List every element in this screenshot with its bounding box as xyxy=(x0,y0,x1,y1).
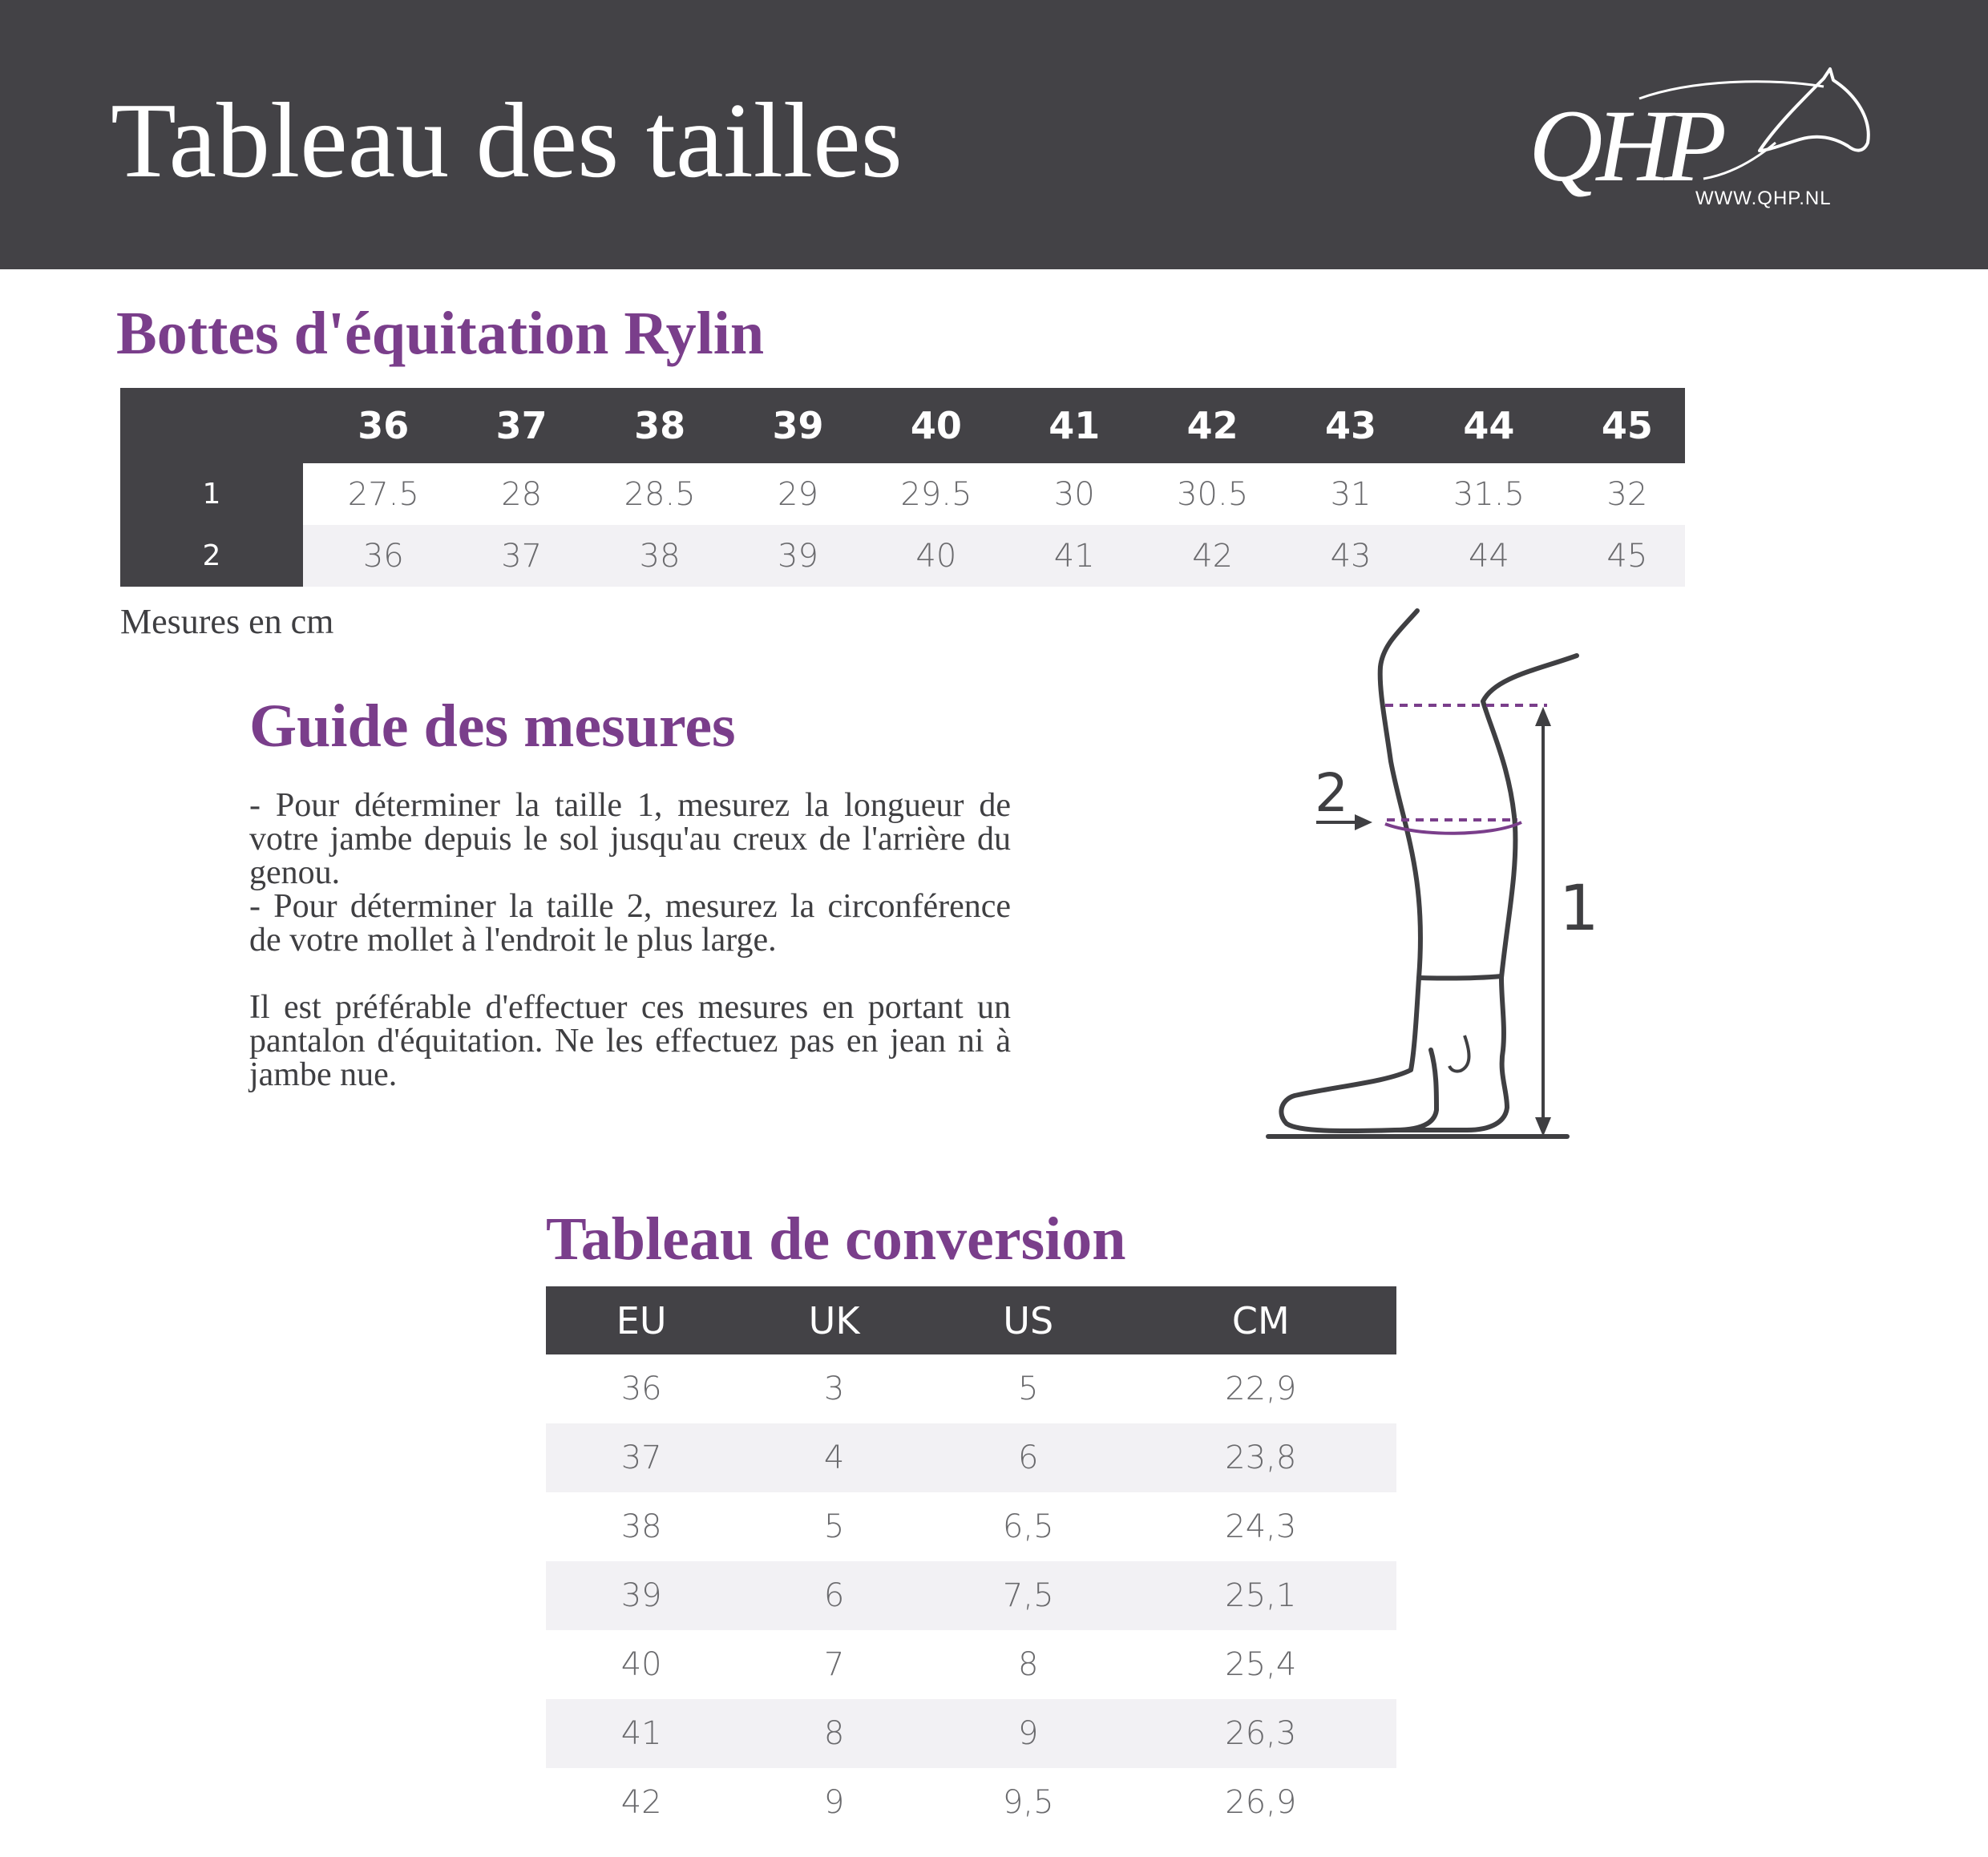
table-row xyxy=(546,1768,1396,1837)
size-col-header: 38 xyxy=(580,388,741,463)
table-cell: 38 xyxy=(620,1508,662,1545)
sock-line xyxy=(1419,976,1501,979)
table-cell: 44 xyxy=(1408,525,1570,587)
conversion-table xyxy=(546,1286,1396,1837)
table-cell: 37 xyxy=(464,525,580,587)
table-cell: 30.5 xyxy=(1177,475,1249,513)
size-col-header: 44 xyxy=(1408,388,1570,463)
calf-arrow-icon xyxy=(1355,814,1372,830)
size-table xyxy=(120,388,1685,587)
table-cell: 5 xyxy=(1018,1371,1039,1407)
table-cell: 29.5 xyxy=(900,475,972,513)
measure-label-1: 1 xyxy=(1559,873,1599,945)
qhp-logo xyxy=(1519,63,1880,223)
table-row xyxy=(546,1354,1396,1423)
table-row xyxy=(120,525,1685,587)
size-col-header: 43 xyxy=(1293,388,1408,463)
table-cell: 29 xyxy=(778,475,818,513)
table-cell: 5 xyxy=(823,1508,845,1545)
table-cell: 3 xyxy=(823,1371,845,1407)
page-title: Tableau des tailles xyxy=(111,81,903,200)
conv-col-header: US xyxy=(931,1286,1125,1354)
table-cell: 36 xyxy=(620,1371,662,1407)
row-label: 1 xyxy=(120,463,303,525)
table-cell: 6,5 xyxy=(1002,1508,1054,1545)
table-cell: 30 xyxy=(1053,475,1095,513)
guide-text xyxy=(249,789,1011,1092)
row-label: 2 xyxy=(120,525,303,587)
guide-paragraph-3: Il est préférable d'effectuer ces mesures en portant un pantalon d'équitation. Ne les effectuez pas en jean ni à jambe nue. xyxy=(249,989,1011,1093)
table-cell: 7,5 xyxy=(931,1561,1125,1630)
sizes-title: Bottes d'équitation Rylin xyxy=(116,300,765,367)
table-cell: 45 xyxy=(1570,525,1685,587)
logo-text: QHP xyxy=(1529,89,1721,203)
table-cell: 8 xyxy=(737,1699,931,1768)
leg-measurement-illustration xyxy=(1251,601,1603,1146)
table-cell: 39 xyxy=(546,1561,737,1630)
table-cell: 32 xyxy=(1606,475,1648,513)
conv-col-header: EU xyxy=(546,1286,737,1354)
conv-col-header: UK xyxy=(737,1286,931,1354)
size-col-header: 41 xyxy=(1016,388,1132,463)
table-cell: 42 xyxy=(620,1784,662,1821)
table-row xyxy=(546,1630,1396,1699)
units-note: Mesures en cm xyxy=(120,602,334,641)
table-cell: 28.5 xyxy=(624,475,696,513)
size-col-header: 36 xyxy=(303,388,464,463)
header-banner xyxy=(0,0,1988,269)
conversion-header-row xyxy=(546,1286,1396,1354)
table-row xyxy=(546,1423,1396,1492)
table-cell: 39 xyxy=(740,525,855,587)
table-cell: 36 xyxy=(303,525,464,587)
guide-paragraph-1: - Pour déterminer la taille 1, mesurez la longueur de votre jambe depuis le sol jusqu'au creux de l'arrière du genou. xyxy=(249,787,1011,891)
table-cell: 9 xyxy=(823,1784,845,1821)
table-cell: 24,3 xyxy=(1225,1508,1297,1545)
table-row xyxy=(546,1492,1396,1561)
table-row xyxy=(120,463,1685,525)
leg-front-outline xyxy=(1395,656,1577,1130)
table-cell: 27.5 xyxy=(347,475,419,513)
table-cell: 23,8 xyxy=(1125,1423,1396,1492)
guide-title: Guide des mesures xyxy=(249,692,736,760)
table-cell: 40 xyxy=(620,1646,662,1683)
height-arrow-bottom-icon xyxy=(1535,1117,1551,1136)
table-cell: 8 xyxy=(1018,1646,1039,1683)
size-table-corner xyxy=(120,388,303,463)
table-row xyxy=(546,1699,1396,1768)
table-cell: 38 xyxy=(580,525,741,587)
table-cell: 4 xyxy=(737,1423,931,1492)
size-col-header: 37 xyxy=(464,388,580,463)
table-cell: 26,3 xyxy=(1125,1699,1396,1768)
size-col-header: 45 xyxy=(1570,388,1685,463)
conv-col-header: CM xyxy=(1125,1286,1396,1354)
table-cell: 9 xyxy=(931,1699,1125,1768)
table-cell: 31 xyxy=(1330,475,1372,513)
size-col-header: 42 xyxy=(1132,388,1293,463)
table-cell: 40 xyxy=(856,525,1017,587)
table-cell: 6 xyxy=(737,1561,931,1630)
table-cell: 31.5 xyxy=(1453,475,1525,513)
table-cell: 7 xyxy=(823,1646,845,1683)
size-col-header: 40 xyxy=(856,388,1017,463)
table-cell: 9,5 xyxy=(1002,1784,1054,1821)
table-cell: 41 xyxy=(546,1699,737,1768)
table-cell: 41 xyxy=(1016,525,1132,587)
table-cell: 6 xyxy=(931,1423,1125,1492)
logo-url: WWW.QHP.NL xyxy=(1695,188,1832,209)
table-cell: 25,1 xyxy=(1125,1561,1396,1630)
ankle-mark xyxy=(1449,1035,1469,1072)
size-table-header-row xyxy=(120,388,1685,463)
table-cell: 25,4 xyxy=(1225,1646,1297,1683)
table-cell: 37 xyxy=(546,1423,737,1492)
table-cell: 43 xyxy=(1293,525,1408,587)
table-cell: 28 xyxy=(501,475,543,513)
conversion-title: Tableau de conversion xyxy=(546,1205,1126,1273)
leg-back-outline xyxy=(1281,611,1436,1131)
table-row xyxy=(546,1561,1396,1630)
height-arrow-top-icon xyxy=(1535,707,1551,726)
table-cell: 26,9 xyxy=(1225,1784,1297,1821)
size-col-header: 39 xyxy=(740,388,855,463)
table-cell: 22,9 xyxy=(1225,1371,1297,1407)
table-cell: 42 xyxy=(1132,525,1293,587)
guide-paragraph-2: - Pour déterminer la taille 2, mesurez la circonférence de votre mollet à l'endroit le plus large. xyxy=(249,888,1011,959)
measure-label-2: 2 xyxy=(1315,762,1348,824)
